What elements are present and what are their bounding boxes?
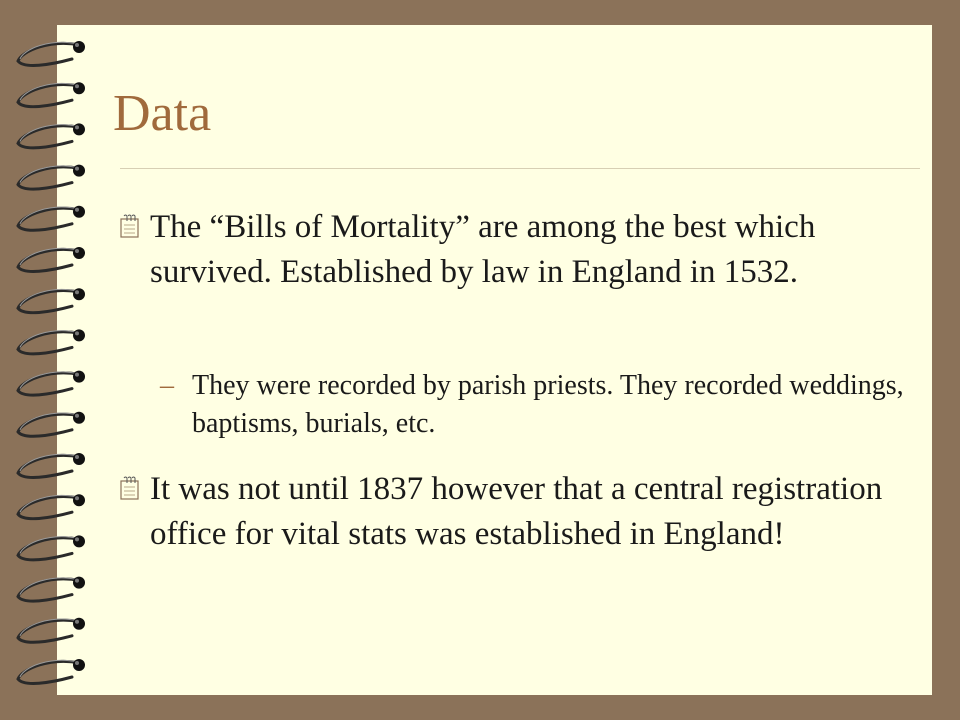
sub-bullet-dash: – — [160, 370, 174, 401]
title-divider — [120, 168, 920, 169]
sub-bullet-item-1 — [152, 367, 912, 443]
notepad-bullet-icon — [118, 475, 142, 501]
spiral-ring — [18, 41, 85, 65]
bullet-text-1: The “Bills of Mortality” are among the best which survived. Established by law in England in 1532. — [150, 209, 816, 290]
spiral-ring — [18, 577, 85, 601]
spiral-ring — [18, 535, 85, 559]
notepad-bullet-icon — [118, 213, 142, 239]
bullet-item-2 — [118, 467, 918, 557]
spiral-ring — [18, 206, 85, 230]
spiral-ring — [18, 82, 85, 106]
bullet-item-1 — [118, 205, 918, 295]
spiral-ring — [18, 412, 85, 436]
sub-bullet-text-1: They were recorded by parish priests. They recorded weddings, baptisms, burials, etc. — [192, 370, 904, 439]
spiral-ring — [18, 453, 85, 477]
spiral-ring — [18, 329, 85, 353]
spiral-binding — [0, 0, 120, 720]
spiral-ring — [18, 123, 85, 147]
spiral-ring — [18, 618, 85, 642]
spiral-ring — [18, 247, 85, 271]
spiral-ring — [18, 659, 85, 683]
spiral-ring — [18, 165, 85, 189]
spiral-ring — [18, 494, 85, 518]
slide-title: Data — [113, 85, 212, 142]
spiral-ring — [18, 288, 85, 312]
spiral-ring — [18, 371, 85, 395]
bullet-text-2: It was not until 1837 however that a central registration office for vital stats was established in England! — [150, 471, 883, 552]
